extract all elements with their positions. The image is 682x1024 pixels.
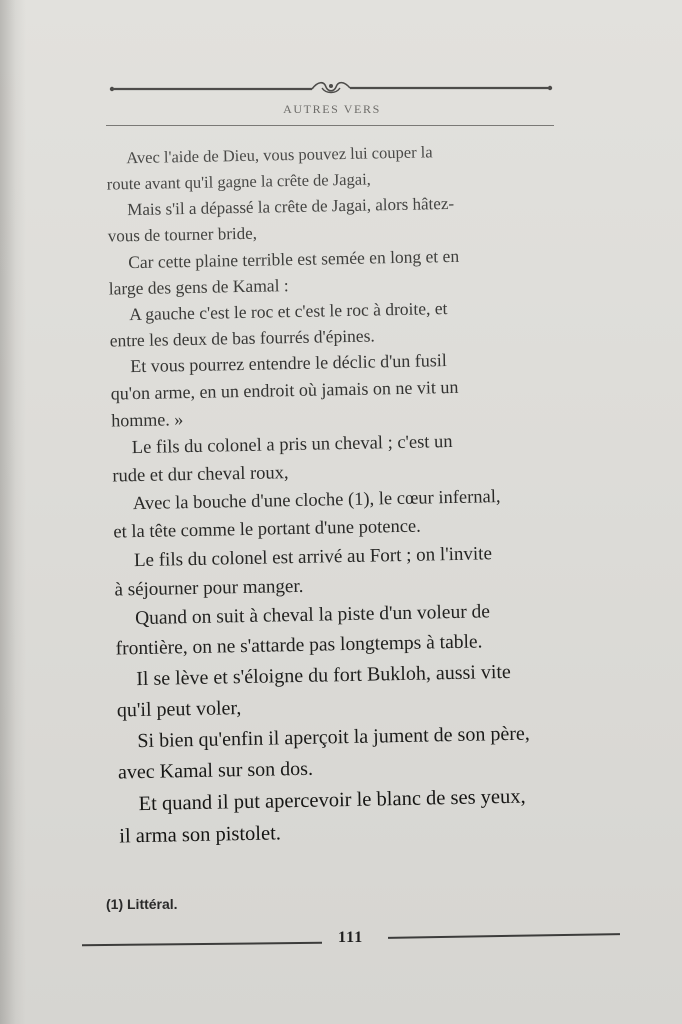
text-line: route avant qu'il gagne la crête de Jagai,	[106, 169, 371, 194]
text-line: large des gens de Kamal :	[108, 275, 289, 299]
text-line: Si bien qu'enfin il aperçoit la jument de son père,	[137, 722, 530, 753]
footer-rule-left	[82, 942, 322, 947]
text-line: avec Kamal sur son dos.	[117, 757, 314, 784]
footnote: (1) Littéral.	[106, 896, 178, 912]
header-divider	[106, 125, 554, 126]
page-gutter-shadow	[0, 0, 26, 1024]
text-line: rude et dur cheval roux,	[112, 463, 289, 487]
running-title: AUTRES VERS	[283, 102, 381, 116]
text-line: Car cette plaine terrible est semée en long et en	[128, 245, 460, 273]
text-line: Il se lève et s'éloigne du fort Bukloh, aussi vite	[136, 660, 512, 691]
text-line: Mais s'il a dépassé la crête de Jagai, alors hâtez-	[127, 193, 455, 220]
text-line: A gauche c'est le roc et c'est le roc à droite, et	[129, 298, 448, 325]
text-line: et la tête comme le portant d'une potence.	[113, 516, 421, 543]
text-line: qu'on arme, en un endroit où jamais on ne vit un	[110, 376, 459, 404]
text-line: frontière, on ne s'attarde pas longtemps à table.	[115, 631, 483, 660]
text-line: Et quand il put apercevoir le blanc de ses yeux,	[138, 785, 526, 816]
text-line: vous de tourner bride,	[107, 223, 258, 246]
text-line: qu'il peut voler,	[116, 697, 242, 722]
text-line: à séjourner pour manger.	[114, 575, 304, 601]
text-line: il arma son pistolet.	[119, 822, 282, 848]
body-text	[84, 136, 637, 853]
text-line: Le fils du colonel est arrivé au Fort ; on l'invite	[133, 543, 493, 572]
text-line: entre les deux de bas fourrés d'épines.	[109, 325, 375, 351]
page-number: 111	[338, 929, 364, 946]
text-line: Le fils du colonel a pris un cheval ; c'est un	[131, 431, 453, 459]
text-line: Et vous pourrez entendre le déclic d'un fusil	[130, 350, 448, 377]
text-line: Quand on suit à cheval la piste d'un voleur de	[134, 601, 491, 630]
footer-rule-right	[388, 933, 620, 939]
text-line: Avec l'aide de Dieu, vous pouvez lui couper la	[126, 142, 433, 168]
header-ornament-rule	[108, 78, 554, 98]
text-line: Avec la bouche d'une cloche (1), le cœur infernal,	[132, 487, 501, 515]
text-line: homme. »	[111, 409, 184, 431]
